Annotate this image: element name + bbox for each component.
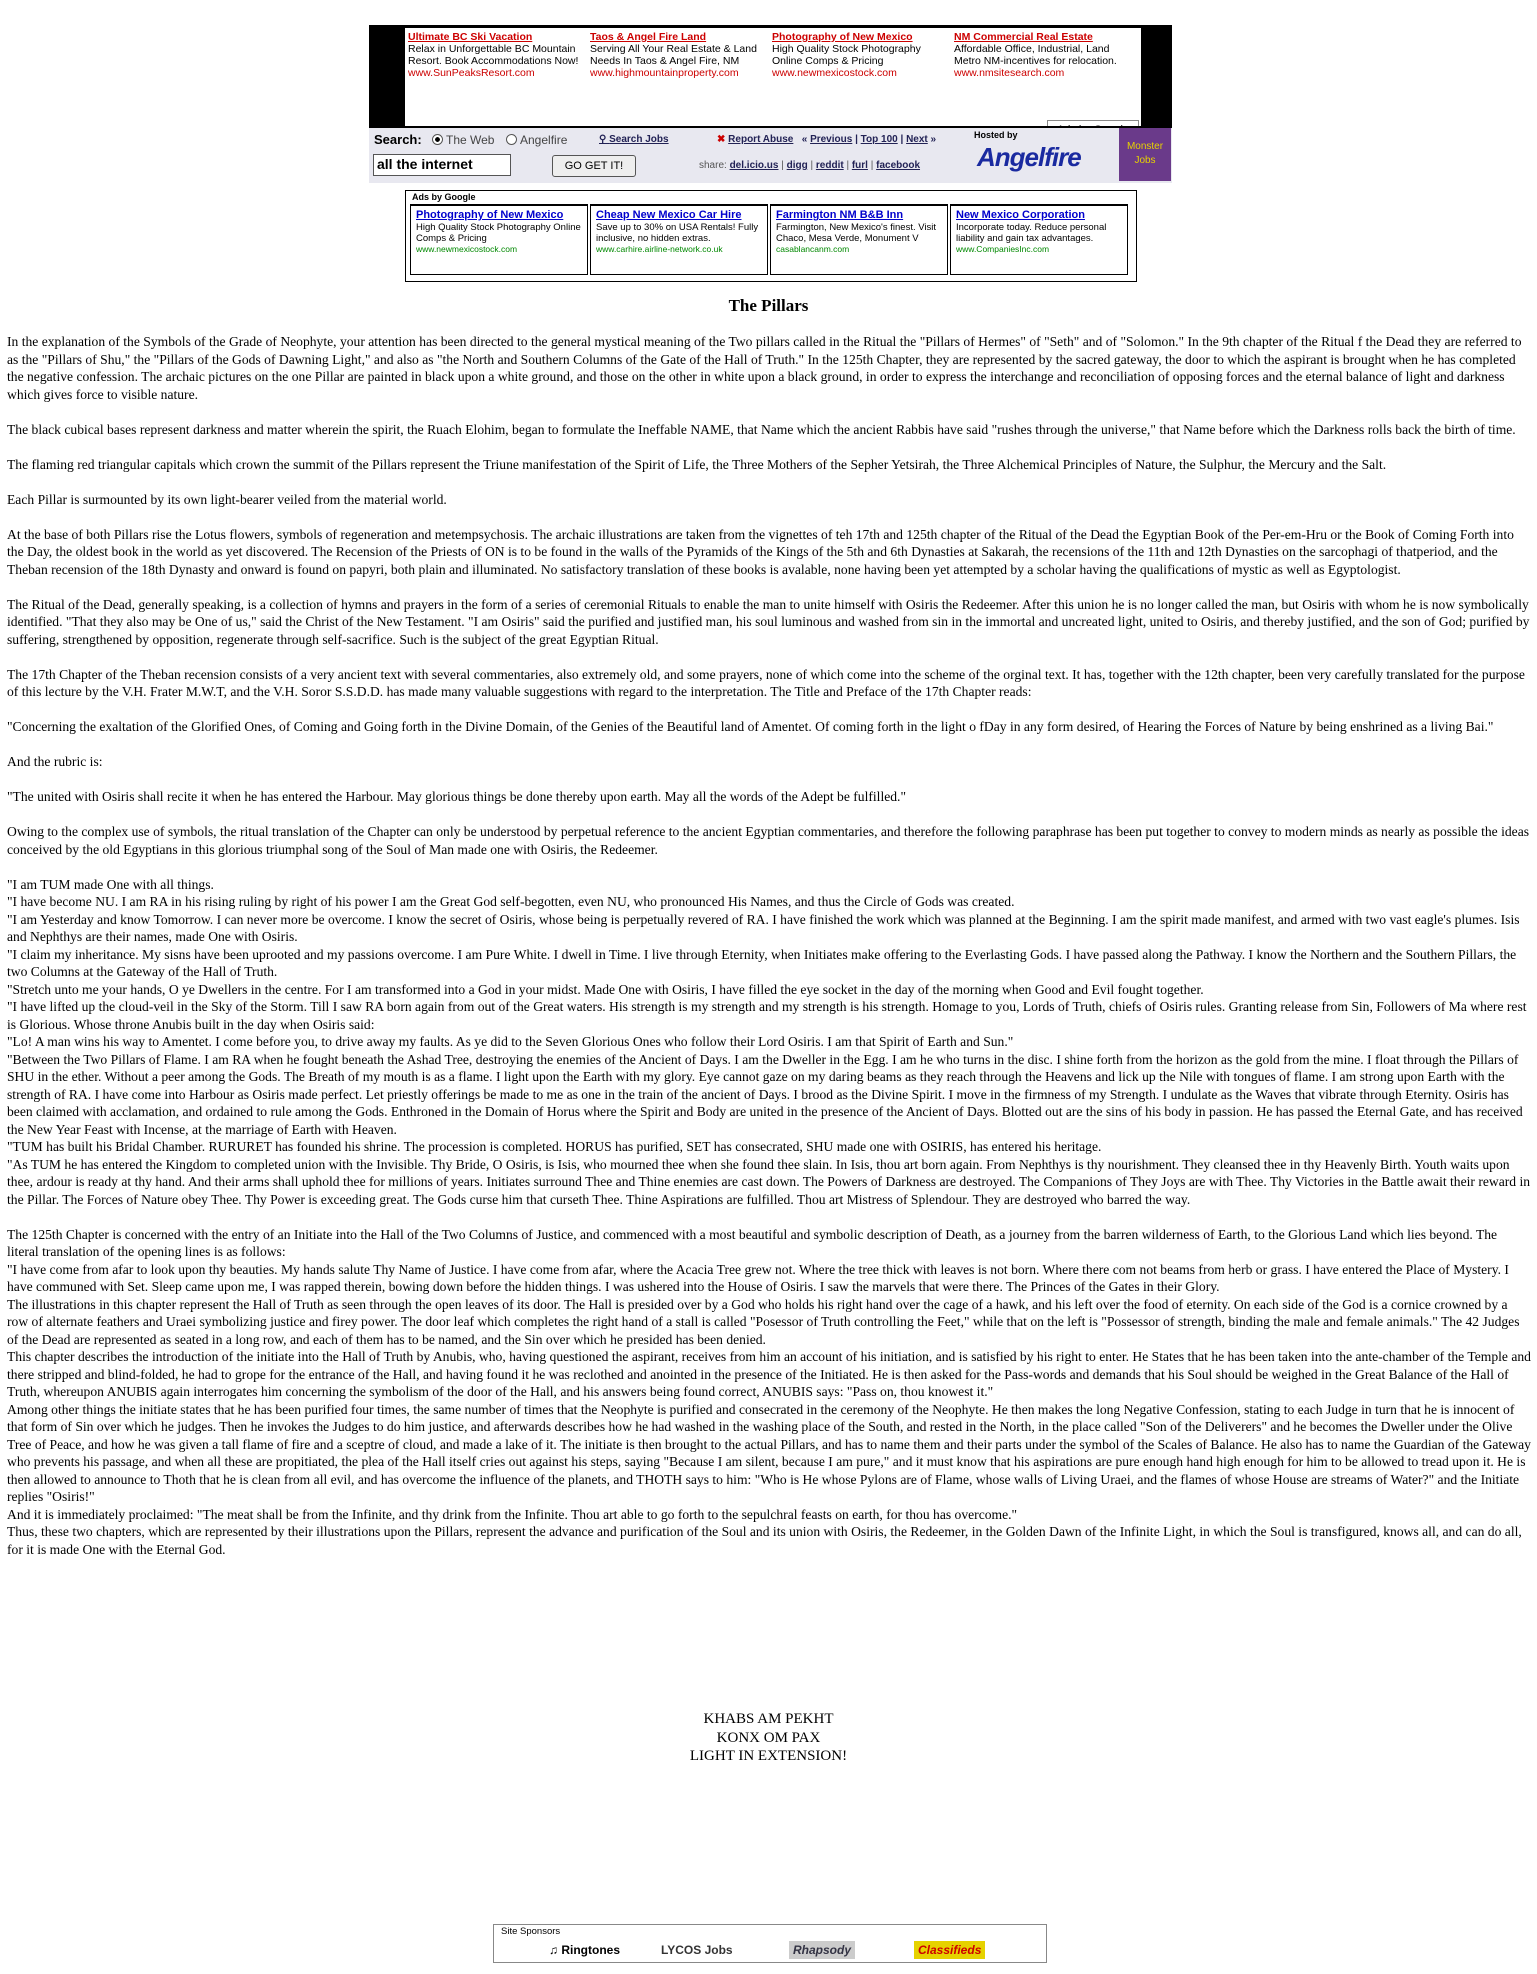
share-reddit-link[interactable]: reddit [815,160,844,171]
double-right-arrow-icon: » [930,134,937,145]
nav-links: ✖ Report Abuse « Previous | Top 100 | Next » [717,134,937,145]
sponsor-lycos-jobs[interactable]: LYCOS Jobs [661,1943,733,1957]
ad-title[interactable]: Ultimate BC Ski Vacation [408,31,533,43]
paragraph: And the rubric is: [7,754,103,769]
ad-url[interactable]: casablancanm.com [776,244,850,254]
ad-title[interactable]: Farmington NM B&B Inn [776,209,904,221]
sponsors-label: Site Sponsors [501,1926,561,1937]
verse: "Between the Two Pillars of Flame. I am RA when he fought beneath the Ashad Tree, destroying the enemies of the Ancient of Days. I am the Dweller in the Egg. I am he who turns in the disc. I shine forth from the horizon as the gold from the mine. I float through the Pillars of SHU in the ether. Without a peer among the Gods. The Breath of my mouth is as a flame. I light upon the Earth with my glory. Eye cannot gaze on my daring beams as they reach through the Heavens and lick up the Nile with tongues of flame. I am strong upon Earth with the strength of RA. I have come into Harbour as Osiris made perfect. Let priestly offerings be made to me as one in the train of the ancient of Days. I brood as the Divine Spirit. I move in the firmness of my Strength. I undulate as the Waves that vibrate through Eternity. Osiris has been claimed with acclamation, and ordained to rule among the Gods. Enthroned in the Domain of Horus where the Spirit and Body are united in the presence of the Ancient of Days. Blotted out are the sins of his body in passion. He has passed the Eternal Gate, and has received the New Year Feast with Incense, at the marriage of Earth with Heaven. [7,1051,1523,1137]
verse: "Stretch unto me your hands, O ye Dwellers in the centre. For I am transformed into a God in your midst. Made One with Osiris, I have filled the eye socket in the day of the morning when Good and Evil fought together. [7,981,1204,997]
top-ad[interactable] [408,31,586,79]
radio-selected-icon[interactable] [432,134,443,145]
paragraph: Owing to the complex use of symbols, the ritual translation of the Chapter can only be understood by perpetual reference to the ancient Egyptian commentaries, and therefore the following paraphrase has been put together to convey to modern minds as nearly as possible the ideas conceived by the old Egyptians in this glorious triumphal song of the Soul of Man made one with Osiris, the Redeemer. [7,824,1530,857]
sponsor-ringtones[interactable] [549,1941,620,1959]
music-note-icon: ♫ [549,1943,558,1957]
paragraph: The Ritual of the Dead, generally speaking, is a collection of hymns and prayers in the form of a series of ceremonial Rituals to enable the man to unite himself with Osiris the Redeemer. After this union he is no longer called the man, but Osiris with whom he is now symbolically identified. "That they also may be One of us," said the Christ of the New Testament. "I am Osiris" said the purified and justified man, his soul luminous and washed from sin in the immortal and uncreated light, united to Osiris, and thereby justified, and the son of God; purified by suffering, strengthened by opposition, regenerate through self-sacrifice. Such is the subject of the great Egyptian Ritual. [7,596,1530,647]
verse: "Lo! A man wins his way to Amentet. I come before you, to drive away my faults. As ye did to the Seven Glorious Ones who follow their Lord Osiris. I am that Spirit of Earth and Sun." [7,1034,1014,1049]
share-digg-link[interactable]: digg [786,160,808,171]
closing-line: KHABS AM PEKHT [703,1711,834,1727]
ad-desc: Relax in Unforgettable BC Mountain Resort. Book Accommodations Now! [408,43,579,67]
closing-line: KONX OM PAX [716,1729,821,1746]
verse: "I have lifted up the cloud-veil in the Sky of the Storm. Till I saw RA born again from out of the Great waters. His strength is my strength and my strength is his strength. Homage to you, Lords of Truth, chiefs of Osiris rules. Granting release from Sin, Followers of Ma where rest is Glorious. Whose throne Anubis built in the day when Osiris said: [7,999,1527,1032]
search-bar [369,126,1172,183]
verse: "I am TUM made One with all things. [7,876,214,892]
paragraph: The 17th Chapter of the Theban recension consists of a very ancient text with several commentaries, also extremely old, and some prayers, none of which come into the scheme of the orginal text. It has, together with the 12th chapter, been very carefully translated for the purpose of this lecture by the V.H. Frater M.W.T, and the V.H. Soror S.S.D.D. has made many valuable suggestions with regard to the interpretation. The Title and Preface of the 17th Chapter reads: [7,666,1525,699]
paragraph: Among other things the initiate states that he has been purified four times, the same number of times that the Neophyte is purified and consecrated in the ceremony of the Neophyte. He then makes the long Negative Confession, stating to each Judge in turn that he is innocent of that form of Sin over which he judges. Then he invokes the Judges to do him justice, and afterwards describes how he had washed in the washing place of the South, and rested in the North, in the place called "Son of the Deliverers" and he becomes the Dweller under the Olive Tree of Peace, and how he was given a tall flame of fire and a sceptre of cloud, and made a lake of it. The initiate is then brought to the actual Pillars, and has to name them and their parts under the symbol of the Scales of Balance. He also has to name the Guardian of the Gateway who prevents his passage, and when all these are propitiated, the plea of the Hall itself cries out against his steps, saying "Because I am silent, because I am pure," and it must know that his aspirations are pure enough hand high enough for him to be allowed to tread upon it. He is then allowed to announce to Thoth that he is clean from all evil, and has overcome the influence of the planets, and THOTH says to him: "Who is He whose Pylons are of Flame, whose walls of Living Uraei, and the flames of whose House are streams of Water?" and the Initiate replies "Osiris!" [7,1401,1531,1504]
ads-by-google-label[interactable]: Ads by Google [412,192,476,202]
verse: "As TUM he has entered the Kingdom to completed union with the Invisible. Thy Bride, O Osiris, is Isis, who mourned thee when she found thee slain. In Isis, thou art born again. From Nephthys is thy nourishment. They cleansed thee in thy Heavenly Birth. Youth waits upon thee, ardour is ready at thy hand. And their arms shall uphold thee for millions of years. Initiates surround Thee and Thine enemies are cast down. The Powers of Darkness are destroyed. The Companions of They Joys are with Thee. Thy Victories in the Battle await their reward in the Pillar. The Forces of Nature obey Thee. Thy Power is exceeding great. The Gods curse him that curseth Thee. Thine Aspirations are fulfilled. Thou art Mistress of Splendour. They are destroyed who barred the way. [7,1156,1531,1207]
paragraph: At the base of both Pillars rise the Lotus flowers, symbols of regeneration and metempsychosis. The archaic illustrations are taken from the vignettes of teh 17th and 125th chapter of the Ritual of the Dead the Egyptian Book of the Per-em-Hru or the Book of Coming Forth into the Day, the oldest book in the world as yet discovered. The Recension of the Priests of ON is to be found in the walls of the Pyramids of the Kings of the 5th and 6th Dynasties at Sakarah, the recensions of the 11th and 12th Dynasties on the sarcophagi of thatperiod, and the Theban recension of the 18th Dynasty and onward is found on papyri, both plain and illuminated. No satisfactory translation of these books is avalable, none having been yet attempted by a scholar having the qualifications of mystic as well as Egyptologist. [7,526,1514,577]
search-jobs-label: Search Jobs [609,134,669,145]
previous-link[interactable]: Previous [810,134,853,145]
search-label: Search: [374,132,422,147]
search-jobs-icon: ⚲ [599,134,610,145]
ad-unit[interactable] [590,204,768,275]
google-ads-block [405,190,1137,282]
ad-url[interactable]: www.newmexicostock.com [772,67,897,79]
share-delicious-link[interactable]: del.icio.us [729,160,779,171]
paragraph: "I have come from afar to look upon thy beauties. My hands salute Thy Name of Justice. I have come from afar, where the Acacia Tree grew not. Where the tree thick with leaves is not born. Where there com not beams from herb or grass. I have entered the Place of Mystery. I have communed with Set. Sleep came upon me, I was rapped therein, bowing down before the hidden things. I was ushered into the House of Osiris. I saw the marvels that were there. The Princes of the Gates in their Glory. [7,1261,1509,1294]
hosted-by-label: Hosted by [974,130,1018,140]
ad-title[interactable]: New Mexico Corporation [956,209,1085,221]
ad-url[interactable]: www.newmexicostock.com [416,244,518,254]
next-link[interactable]: Next [906,134,928,145]
ad-title[interactable]: Cheap New Mexico Car Hire [596,209,742,221]
site-sponsors [493,1924,1047,1963]
ad-desc: Serving All Your Real Estate & Land Needs In Taos & Angel Fire, NM [590,43,757,67]
search-jobs-link[interactable] [599,134,669,145]
ad-title[interactable]: Photography of New Mexico [772,31,913,43]
top-ads [405,28,1141,141]
ad-url[interactable]: www.highmountainproperty.com [590,67,739,79]
monster-jobs-logo[interactable]: Monster Jobs [1119,128,1171,181]
top-ad[interactable] [590,31,768,79]
ad-desc: High Quality Stock Photography Online Comps & Pricing [772,43,921,67]
share-facebook-link[interactable]: facebook [876,160,921,171]
page-title: The Pillars [728,296,809,315]
paragraph: This chapter describes the introduction of the initiate into the Hall of Truth by Anubis, who, having questioned the aspirant, receives from him an account of his initiation, and is satisfied by his right to enter. He States that he has been taken into the ante-chamber of the Temple and there stripped and blind-folded, he had to grope for the entrance of the Hall, and having found it he was reclothed and anointed in the presence of the Initiated. He is then asked for the Pass-words and demands that his Soul should be weighed in the Great Balance of the Hall of Truth, whereupon ANUBIS again interrogates him concerning the symbolism of the door of the Hall, and his answers being found correct, ANUBIS says: "Pass on, thou knowest it." [7,1349,1531,1399]
angelfire-logo[interactable]: Angelfire [977,142,1081,172]
radio-label: The Web [446,133,495,147]
top-banner [369,25,1172,181]
report-abuse-link[interactable]: Report Abuse [728,134,794,145]
sponsor-label: Ringtones [561,1943,621,1957]
ad-unit[interactable] [770,204,948,275]
paragraph: The 125th Chapter is concerned with the entry of an Initiate into the Hall of the Two Columns of Justice, and commenced with a most beautiful and symbolic description of Death, as a journey from the barren wilderness of Earth, to the Glorious Land which lies beyond. The literal translation of the opening lines is as follows: [7,1226,1498,1259]
closing-line: LIGHT IN EXTENSION! [689,1748,848,1764]
top-ad[interactable] [954,31,1132,79]
sponsor-rhapsody[interactable]: Rhapsody [789,1941,855,1959]
paragraph: Thus, these two chapters, which are represented by their illustrations upon the Pillars, represent the advance and purification of the Soul and its union with Osiris, the Redeemer, in the Golden Dawn of the Infinite Light, in which the Soul is transfigured, knows all, and can do all, for it is made One with the Eternal God. [7,1524,1522,1557]
ad-url[interactable]: www.nmsitesearch.com [954,67,1065,79]
double-left-arrow-icon: « [801,134,808,145]
paragraph: "The united with Osiris shall recite it when he has entered the Harbour. May glorious things be done thereby upon earth. May all the words of the Adept be fulfilled." [7,789,906,804]
radio-angelfire[interactable] [506,133,567,147]
close-icon: ✖ [717,134,726,145]
radio-unselected-icon[interactable] [506,134,517,145]
share-label: share: [699,160,727,171]
paragraph: "Concerning the exaltation of the Glorified Ones, of Coming and Going forth in the Divine Domain, of the Genies of the Beautiful land of Amentet. Of coming forth in the light o fDay in any form desired, of Hearing the Forces of Nature by being enshrined as a living Bai." [7,719,1494,734]
share-links: share: del.icio.us | digg | reddit | furl | facebook [699,160,921,171]
ad-desc: Save up to 30% on USA Rentals! Fully inclusive, no hidden extras. [596,222,759,244]
ad-title[interactable]: Taos & Angel Fire Land [590,31,707,43]
ad-title[interactable]: Photography of New Mexico [416,209,564,221]
paragraph: In the explanation of the Symbols of the Grade of Neophyte, your attention has been directed to the general mystical meaning of the Two pillars called in the Ritual the "Pillars of Hermes" of "Seth" and of "Solomon." In the 9th chapter of the Ritual f the Dead they are referred to as the "Pillars of Shu," the "Pillars of the Gods of Dawning Light," and also as "the North and Southern Columns of the Gate of the Hall of Truth." In the 125th Chapter, they are represented by the sacred gateway, the door to which the aspirant is brought when he has completed the negative confession. The archaic pictures on the one Pillar are painted in black upon a white ground, and those on the other in white upon a black ground, in order to express the interchange and reconciliation of opposing forces and the eternal balance of light and darkness which gives force to visible nature. [7,334,1522,402]
ad-unit[interactable] [950,204,1128,275]
ad-unit[interactable] [410,204,588,275]
ad-desc: High Quality Stock Photography Online Comps & Pricing [416,222,581,244]
paragraph: The illustrations in this chapter represent the Hall of Truth as seen through the open leaves of its door. The Hall is presided over by a God who holds his right hand over the cage of a hawk, and his left over the food of eternity. On each side of the God is a cornice crowned by a row of alternate feathers and Uraei symbolizing justice and firey power. The door leaf which completes the right hand of a stall is called "Posessor of Truth controlling the Feet," while that on the left is "Possessor of strength, binding the male and female animals." The 42 Judges of the Dead are represented as seated in a long row, and each of them has to be named, and the Sin over which he presided has been denied. [7,1296,1520,1347]
ad-desc: Affordable Office, Industrial, Land Metro NM-incentives for relocation. [954,43,1117,67]
ad-desc: Incorporate today. Reduce personal liability and gain tax advantages. [956,222,1107,244]
paragraph: Each Pillar is surmounted by its own light-bearer veiled from the material world. [7,491,447,507]
verse: "I am Yesterday and know Tomorrow. I can never more be overcome. I know the secret of Osiris, whose being is perpetually revered of RA. I have finished the work which was planned at the Beginning. I am the spirit made manifest, and armed with two vast eagle's plumes. Isis and Nephthys are their names, made One with Osiris. [7,911,1520,944]
closing-lines [0,1710,1537,1766]
paragraph: The flaming red triangular capitals which crown the summit of the Pillars represent the Triune manifestation of the Spirit of Life, the Three Mothers of the Sepher Yetsirah, the Three Alchemical Principles of Nature, the Sulphur, the Mercury and the Salt. [7,456,1387,472]
paragraph: And it is immediately proclaimed: "The meat shall be from the Infinite, and thy drink from the Infinite. Thou art able to go forth to the sepulchral feasts on earth, for thou has overcome." [7,1506,1018,1522]
search-input[interactable]: all the internet [373,154,511,176]
top-ad[interactable] [772,31,950,79]
top-100-link[interactable]: Top 100 [860,134,898,145]
radio-the-web[interactable] [432,133,494,147]
ad-url[interactable]: www.carhire.airline-network.co.uk [596,244,723,254]
go-button[interactable]: GO GET IT! [552,155,636,177]
radio-label: Angelfire [520,133,568,147]
share-furl-link[interactable]: furl [851,160,868,171]
sponsor-classifieds[interactable]: Classifieds [914,1941,985,1959]
ad-url[interactable]: www.SunPeaksResort.com [408,67,535,79]
verse: "I have become NU. I am RA in his rising ruling by right of his power I am the Great God self-begotten, even NU, who pronounced His Names, and thus the Circle of Gods was created. [7,894,1015,909]
ad-title[interactable]: NM Commercial Real Estate [954,31,1093,43]
ad-desc: Farmington, New Mexico's finest. Visit Chaco, Mesa Verde, Monument V [776,222,937,244]
article-body [7,333,1532,1558]
verse: "I claim my inheritance. My sisns have been uprooted and my passions overcome. I am Pure White. I dwell in Time. I live through Eternity, when Initiates make offering to the Everlasting Gods. I have passed along the Pathway. I know the Northern and the Southern Pillars, the two Columns at the Gateway of the Hall of Truth. [7,946,1517,979]
paragraph: The black cubical bases represent darkness and matter wherein the spirit, the Ruach Elohim, began to formulate the Ineffable NAME, that Name which the ancient Rabbis have said "rushes through the universe," that Name before which the Darkness rolls back the birth of time. [7,421,1516,437]
verse: "TUM has built his Bridal Chamber. RURURET has founded his shrine. The procession is completed. HORUS has purified, SET has consecrated, SHU made one with OSIRIS, has entered his heritage. [7,1139,1102,1154]
ad-url[interactable]: www.CompaniesInc.com [956,244,1050,254]
